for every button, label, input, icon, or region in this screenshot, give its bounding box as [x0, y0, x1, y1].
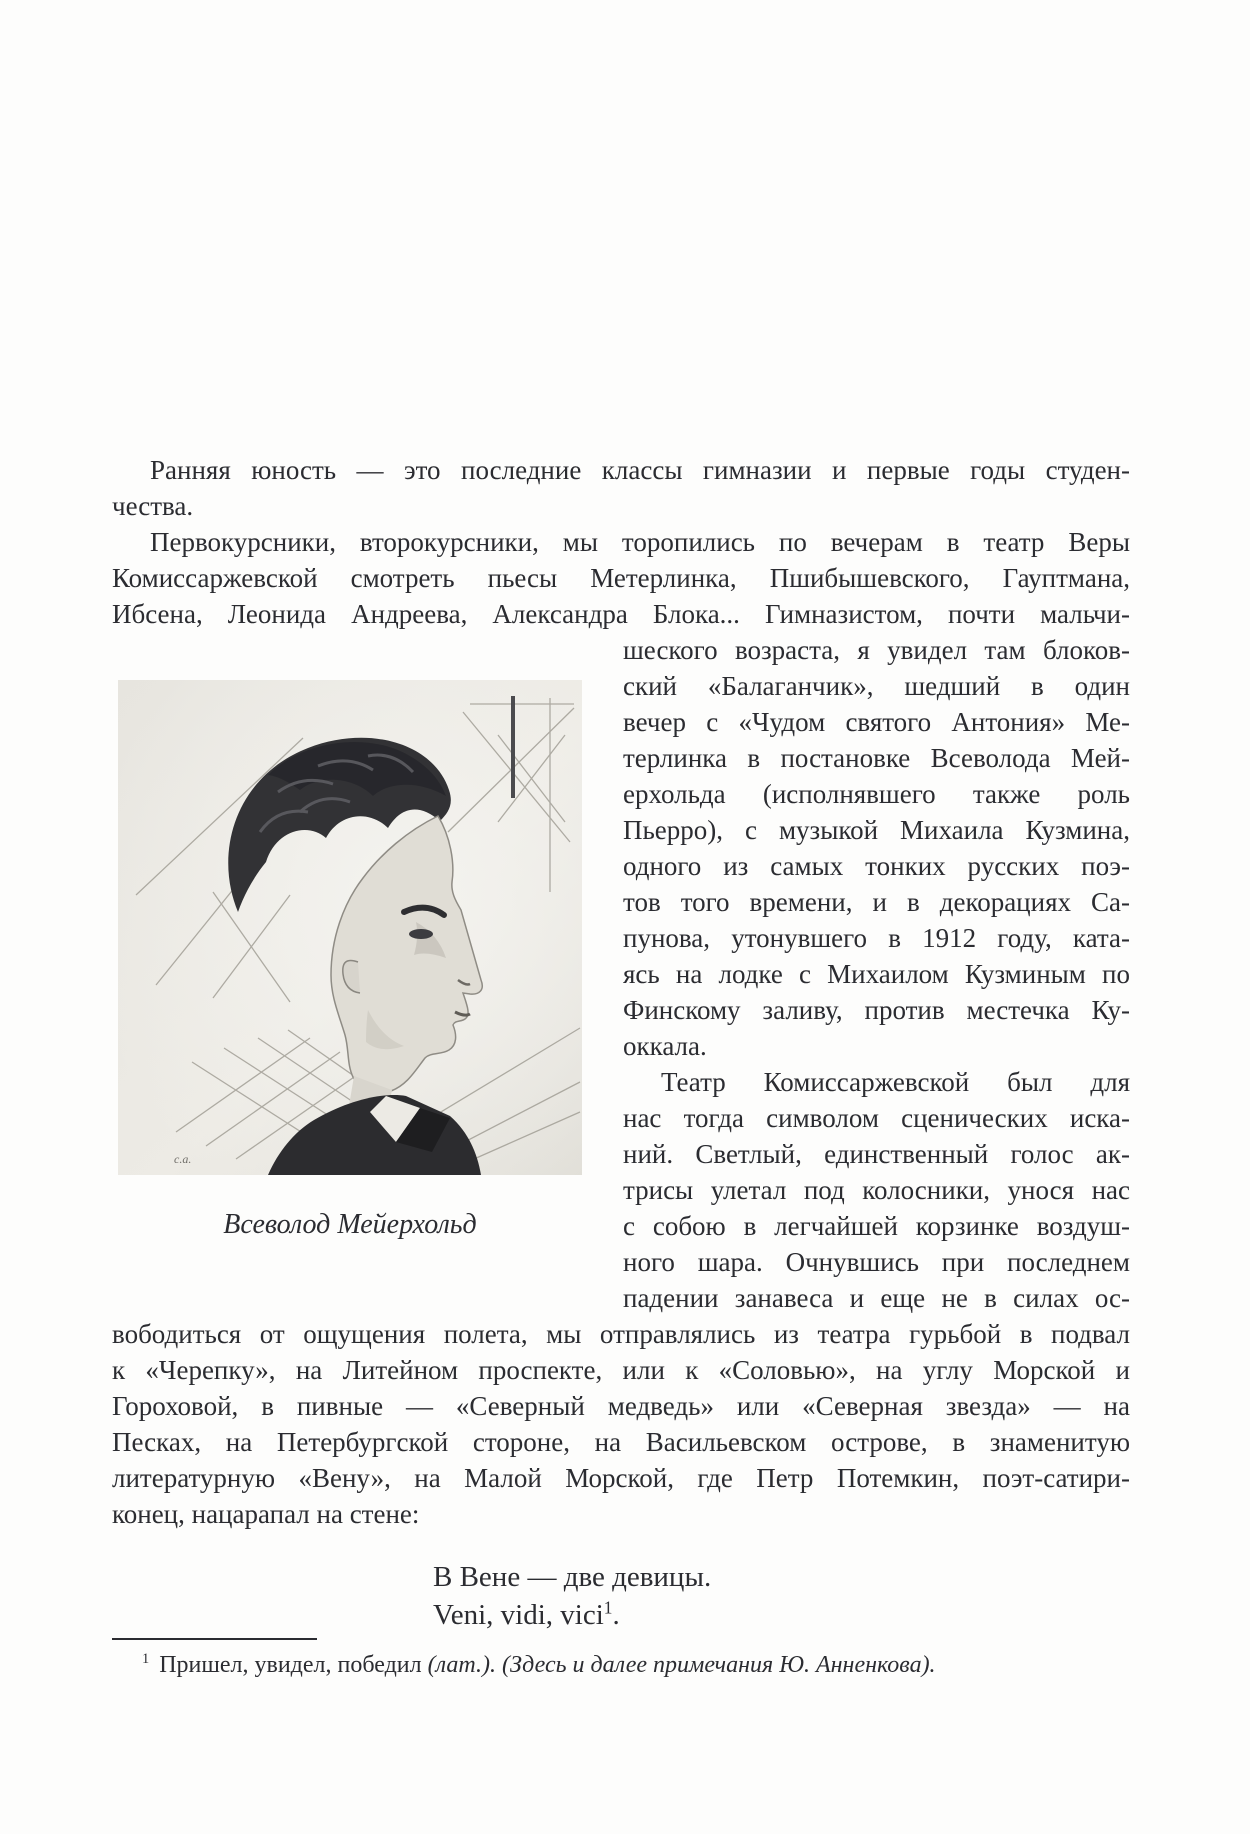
footnote-marker: 1	[142, 1651, 150, 1667]
text-line: трисы улетал под колосники, унося нас	[623, 1175, 1130, 1205]
text-line: ного шара. Очнувшись при последнем	[623, 1247, 1130, 1277]
text-line: пунова, утонувшего в 1912 году, ката-	[623, 923, 1130, 953]
text-zone-bottom	[112, 1316, 1130, 1532]
text-line: ясь на лодке с Михаилом Кузминым по	[623, 959, 1130, 989]
text-line: ний. Светлый, единственный голос ак-	[623, 1139, 1130, 1169]
text-line: Ибсена, Леонида Андреева, Александра Блока... Гимназистом, почти мальчи-	[112, 599, 1130, 629]
meyerhold-portrait-image	[118, 680, 582, 1175]
verse-block	[433, 1558, 711, 1634]
footnote-divider	[112, 1638, 317, 1640]
text-line: вечер с «Чудом святого Антония» Ме-	[623, 707, 1130, 737]
text-line: оккала.	[623, 1031, 707, 1061]
text-zone-wrap-column	[623, 632, 1130, 1316]
footnote-reference: 1	[603, 1597, 613, 1618]
text-line: с собою в легчайшей корзинке воздуш-	[623, 1211, 1130, 1241]
text-line: Финскому заливу, против местечка Ку-	[623, 995, 1130, 1025]
artist-signature: с.а.	[174, 1152, 192, 1166]
text-line: терлинка в постановке Всеволода Мей-	[623, 743, 1130, 773]
footnote-latin-note: (лат.).	[427, 1652, 502, 1678]
figure-caption: Всеволод Мейерхольд	[223, 1209, 477, 1240]
text-line: Песках, на Петербургской стороне, на Васильевском острове, в знаменитую	[112, 1427, 1130, 1457]
footnote-text: Пришел, увидел, победил	[159, 1652, 428, 1678]
text-line: Первокурсники, второкурсники, мы торопились по вечерам в театр Веры	[150, 527, 1130, 557]
text-line: Пьерро), с музыкой Михаила Кузмина,	[623, 815, 1130, 845]
text-line: тов того времени, и в декорациях Са-	[623, 887, 1130, 917]
text-line: шеского возраста, я увидел там блоков-	[623, 635, 1130, 665]
text-line: Комиссаржевской смотреть пьесы Метерлинка, Пшибышевского, Гауптмана,	[112, 563, 1130, 593]
text-line: Ранняя юность — это последние классы гимназии и первые годы студен-	[150, 455, 1130, 485]
text-line: одного из самых тонких русских поэ-	[623, 851, 1130, 881]
verse-line-1: В Вене — две девицы.	[433, 1561, 712, 1593]
verse-line-2: Veni, vidi, vici$^1$.	[433, 1597, 620, 1631]
text-line: чества.	[112, 491, 194, 521]
text-line: литературную «Вену», на Малой Морской, где Петр Потемкин, поэт-сатири-	[112, 1463, 1130, 1493]
text-line: к «Черепку», на Литейном проспекте, или к «Соловью», на углу Морской и	[112, 1355, 1130, 1385]
text-line: Гороховой, в пивные — «Северный медведь» или «Северная звезда» — на	[112, 1391, 1130, 1421]
text-line: ский «Балаганчик», шедший в один	[623, 671, 1130, 701]
text-line: Театр Комиссаржевской был для	[661, 1067, 1130, 1097]
text-zone-top	[112, 452, 1130, 632]
text-line: конец, нацарапал на стене:	[112, 1499, 420, 1529]
footnote-editor-note: (Здесь и далее примечания Ю. Анненкова).	[501, 1652, 936, 1678]
footnote	[112, 1650, 1130, 1681]
text-line: ерхольда (исполнявшего также роль	[623, 779, 1130, 809]
text-line: падении занавеса и еще не в силах ос-	[623, 1283, 1130, 1313]
figure-block	[118, 680, 582, 1241]
text-line: вободиться от ощущения полета, мы отправлялись из театра гурьбой в подвал	[112, 1319, 1130, 1349]
text-line: нас тогда символом сценических иска-	[623, 1103, 1130, 1133]
